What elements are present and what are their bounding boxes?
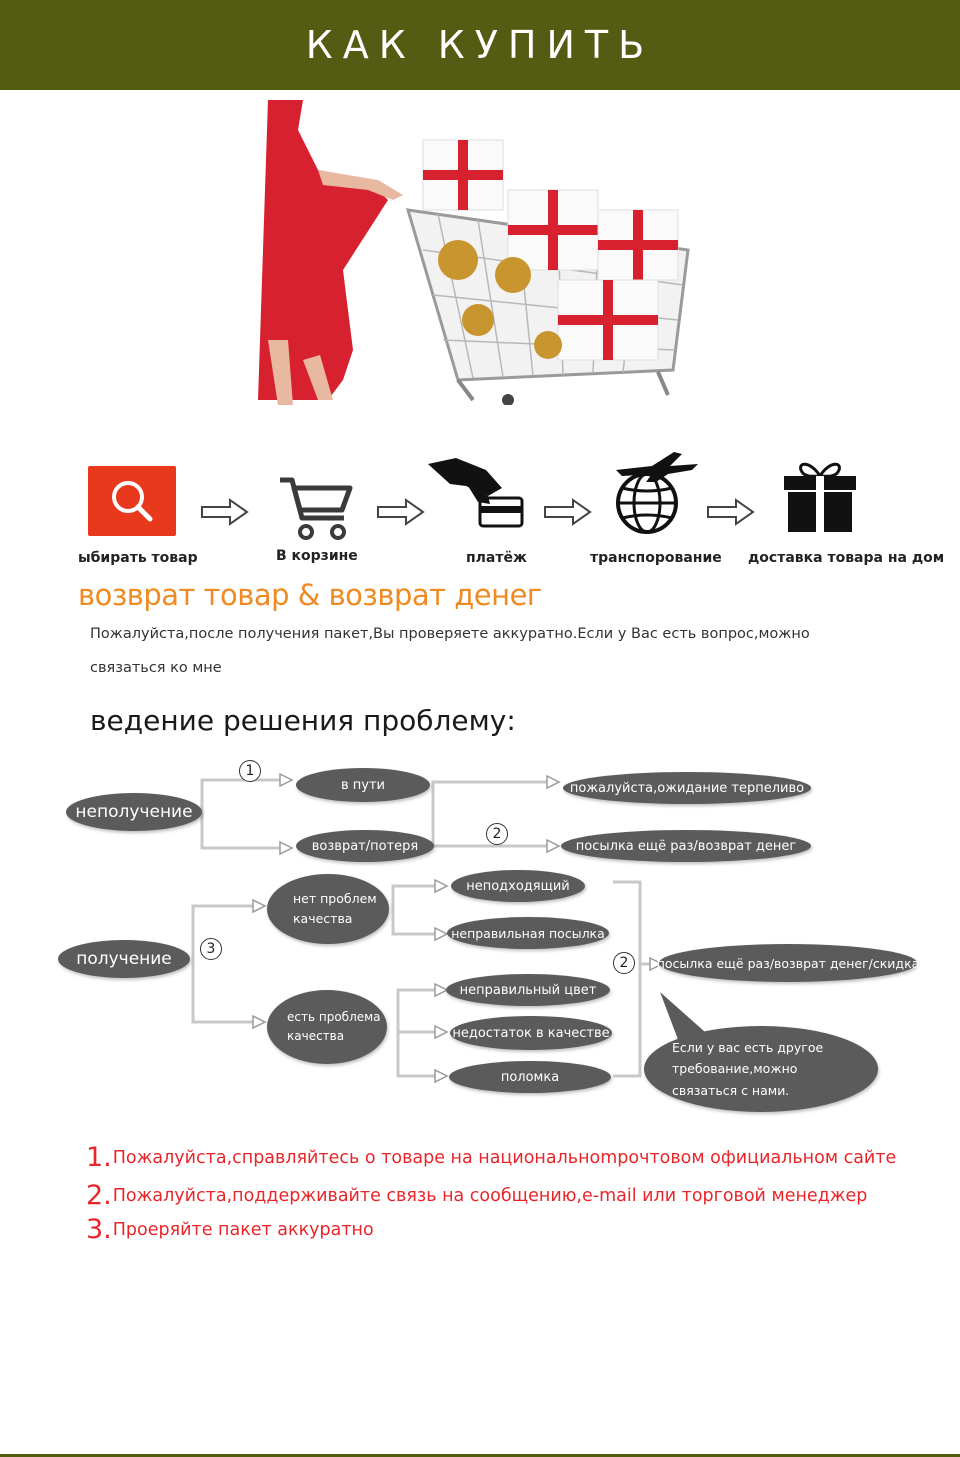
step-label-payment: платёж <box>466 550 527 566</box>
banner-title: КАК КУПИТЬ <box>305 23 655 67</box>
node-other-request: Если у вас есть другое требование,можно связаться с нами. <box>644 1026 878 1112</box>
step-arrow-icon <box>376 497 426 527</box>
node-resend-refund-discount: посылка ещё раз/возврат денег/скидка <box>659 944 917 982</box>
gift-icon[interactable] <box>780 458 860 534</box>
search-icon <box>88 466 176 536</box>
node-resend-refund: посылка ещё раз/возврат денег <box>561 830 811 862</box>
marker-three: 3 <box>200 938 222 960</box>
step-label-shipping: транспорование <box>590 550 722 566</box>
shopping-cart-photo <box>258 100 710 405</box>
node-wait-patiently: пожалуйста,ожидание терпеливо <box>563 772 811 804</box>
node-breakage: поломка <box>449 1061 611 1093</box>
node-quality-problem: есть проблема качества <box>267 990 387 1064</box>
node-received: получение <box>58 940 190 978</box>
refund-title: возврат товар & возврат денег <box>78 578 542 612</box>
node-wrong-color: неправильный цвет <box>446 974 610 1006</box>
step-label-search: ыбирать товар <box>78 550 198 566</box>
node-return-lost: возврат/потеря <box>296 830 434 862</box>
step-arrow-icon <box>543 497 593 527</box>
note-3: 3.Проеряйте пакет аккуратно <box>86 1214 374 1245</box>
node-wrong-parcel: неправильная посылка <box>447 917 609 949</box>
node-quality-defect: недостаток в качестве <box>450 1016 612 1050</box>
marker-two-b: 2 <box>613 952 635 974</box>
marker-one: 1 <box>239 760 261 782</box>
step-arrow-icon <box>200 497 250 527</box>
refund-text-line2: связаться ко мне <box>90 660 222 676</box>
note-1: 1.Пожалуйста,справляйтесь о товаре на национальнompочтовом официальном сайте <box>86 1142 897 1173</box>
marker-two: 2 <box>486 823 508 845</box>
node-no-quality-problem: нет проблем качества <box>267 874 389 944</box>
header-banner <box>0 0 960 90</box>
refund-text-line1: Пожалуйста,после получения пакет,Вы проверяете аккуратно.Если у Вас есть вопрос,можно <box>90 626 810 642</box>
cart-icon[interactable] <box>276 472 356 544</box>
globe-plane-icon[interactable] <box>612 448 702 536</box>
step-arrow-icon <box>706 497 756 527</box>
card-payment-icon[interactable] <box>428 456 524 530</box>
solve-title: ведение решения проблему: <box>90 704 516 737</box>
note-2: 2.Пожалуйста,поддерживайте связь на сообщению,e-mail или торговой менеджер <box>86 1180 868 1211</box>
node-in-transit: в пути <box>296 768 430 802</box>
step-label-delivery: доставка товара на дом <box>748 550 945 566</box>
step-label-cart: В корзине <box>276 548 358 564</box>
node-not-received: неполучение <box>66 793 202 831</box>
node-unsuitable: неподходящий <box>451 870 585 902</box>
step-search[interactable] <box>88 466 176 536</box>
